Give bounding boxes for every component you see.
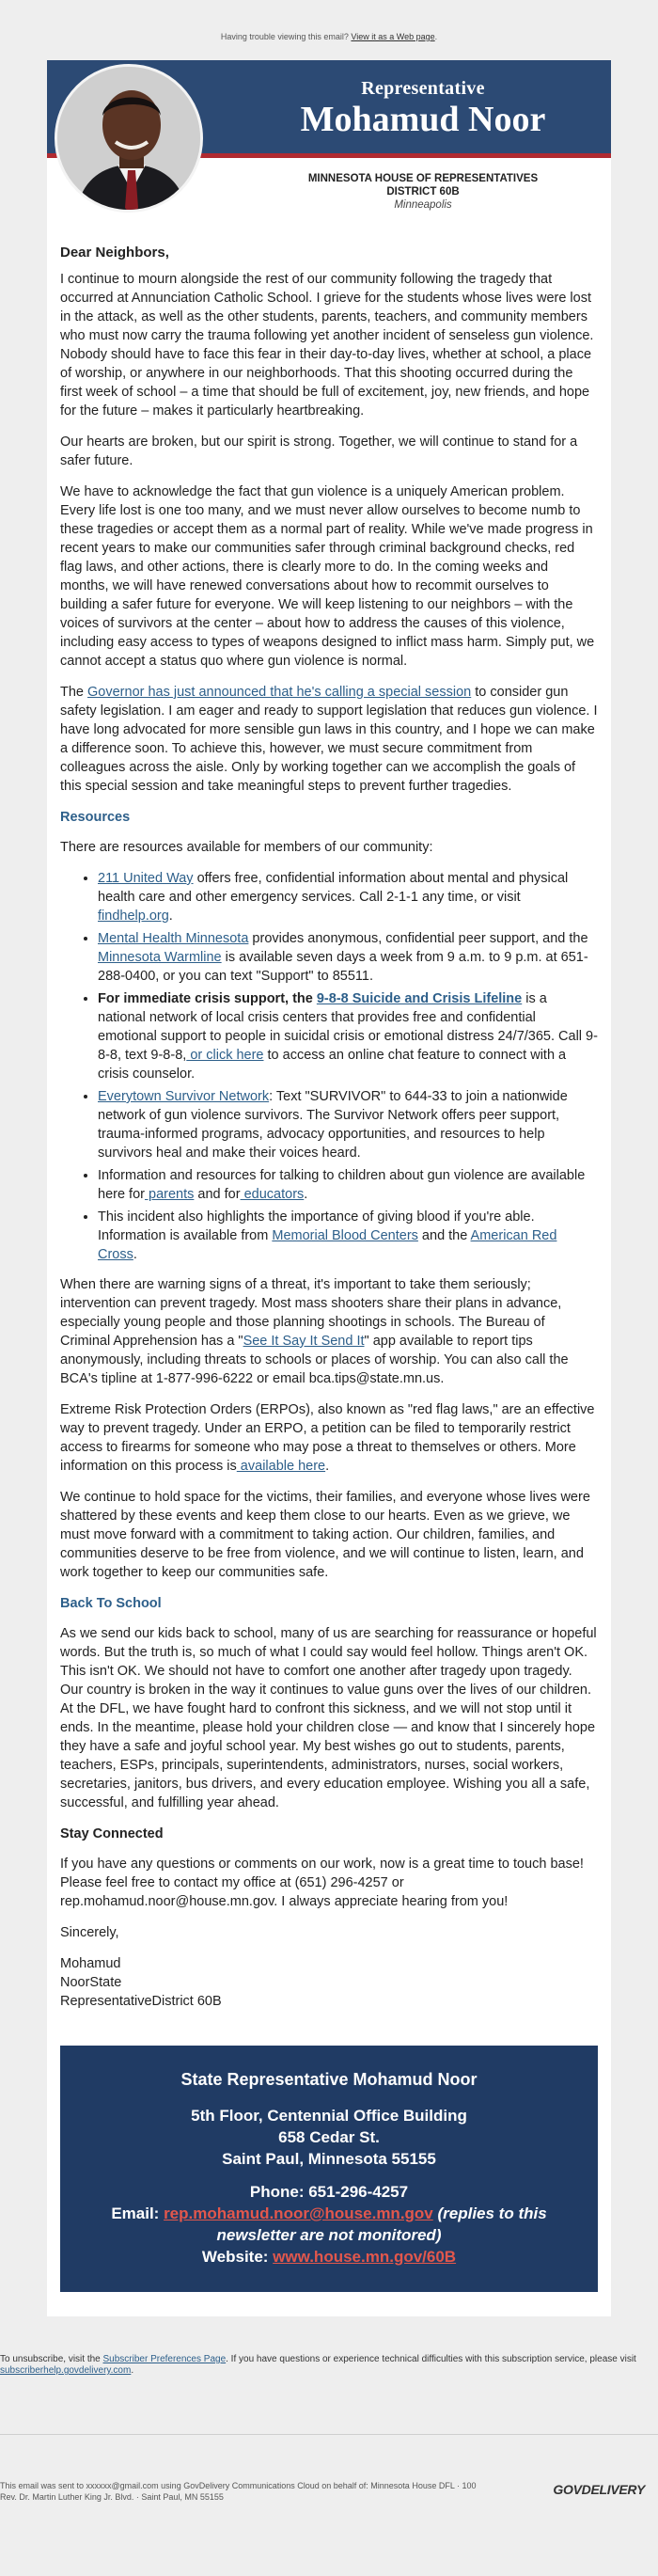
red-cross-link[interactable]: American Red Cross: [98, 1228, 557, 1262]
click-here-link[interactable]: or click here: [186, 1048, 264, 1063]
findhelp-link[interactable]: findhelp.org: [98, 909, 169, 924]
legal-footer: [0, 2435, 658, 2576]
stay-connected-heading: Stay Connected: [60, 1826, 164, 1841]
p5-post: " app available to report tips anonymously, including threats to schools or places of worship. You can also call the BCA's tipline at 1-877-996-6222 or email bca.tips@state.mn.us.: [60, 1334, 569, 1386]
list-item: [98, 1166, 598, 1204]
footer-email-link[interactable]: rep.mohamud.noor@house.mn.gov: [164, 2205, 433, 2222]
paragraph-7: We continue to hold space for the victims, their families, and everyone whose lives were shattered by these events and keep them close to our hearts. Even as we grieve, we must move forward with a commitment to taking action. Our children, families, and communities deserve to be free from violence, and we will continue to listen, learn, and work together to keep our communities safe.: [60, 1490, 590, 1580]
unsub-post: . If you have questions or experience technical difficulties with this subscription service, please visit: [226, 2354, 636, 2364]
govdelivery-logo: GOVDELIVERY: [553, 2482, 645, 2497]
closing: Sincerely,: [60, 1925, 119, 1940]
portrait-image: [57, 67, 203, 213]
list-item: [98, 1087, 598, 1162]
everytown-link[interactable]: Everytown Survivor Network: [98, 1089, 270, 1104]
footer-address-1: 5th Floor, Centennial Office Building: [191, 2107, 467, 2125]
lifeline-link[interactable]: 9-8-8 Suicide and Crisis Lifeline: [316, 991, 523, 1006]
footer-website-link[interactable]: www.house.mn.gov/60B: [273, 2248, 457, 2266]
signature-line-3: RepresentativeDistrict 60B: [60, 1994, 222, 2009]
email-label: Email:: [111, 2205, 164, 2222]
footer-website: [79, 2246, 579, 2268]
warmline-link[interactable]: Minnesota Warmline: [98, 950, 222, 965]
paragraph-8: As we send our kids back to school, many of us are searching for reassurance or hopeful words. But the truth is, so much of what I could say would feel hollow. Things aren't OK. This isn't OK. We should not have to comfort one another after tragedy upon tragedy. Our country is broken in the way it continues to value guns over the lives of our children. At the DFL, we have fought hard to confront this sickness, and we will not stop until it ends. In the meantime, please hold your children close — and know that I sincerely hope they have a safe and joyful school year. My best wishes go out to students, parents, teachers, ESPs, principals, superintendents, administrators, nurses, social workers, secretaries, janitors, bus drivers, and every education employee. Wishing you all a safe, successful, and fulfilling year ahead.: [60, 1626, 597, 1810]
footer-address-2: 658 Cedar St.: [278, 2128, 380, 2146]
memorial-blood-link[interactable]: Memorial Blood Centers: [272, 1228, 418, 1243]
r5-text: Information and resources for talking to children about gun violence are available here for: [98, 1168, 586, 1202]
web-view-note: [0, 0, 658, 47]
united-way-link[interactable]: 211 United Way: [98, 871, 194, 886]
mental-health-mn-link[interactable]: Mental Health Minnesota: [98, 931, 249, 946]
r1-end: .: [168, 909, 173, 924]
email-note: (replies to this newsletter are not monitored): [216, 2205, 547, 2244]
paragraph-2: Our hearts are broken, but our spirit is strong. Together, we will continue to stand for a safer future.: [60, 435, 578, 468]
list-item: [98, 1208, 598, 1264]
r1-text: offers free, confidential information about mental and physical health care and other emergency services. Call 2-1-1 any time, or visit: [98, 871, 569, 905]
footer-address-3: Saint Paul, Minnesota 55155: [222, 2150, 436, 2168]
paragraph-3: We have to acknowledge the fact that gun violence is a uniquely American problem. Every life lost is one too many, and we must never allow ourselves to become numb to these tragedies or accept them as a normal part of reality. While we've made progress in recent years to make our communities safer through criminal background checks, red flag laws, and other actions, there is clearly more to do. In the coming weeks and months, we will have renewed conversations about how to recommit ourselves to building a safer future for everyone. We will keep listening to our neighbors – with the voices of survivors at the center – about how to address the causes of this violence, including easy access to types of weapons designed to inflict mass harm. Simply put, we cannot accept a status quo where gun violence is normal.: [60, 484, 595, 669]
footer-email: [79, 2203, 579, 2246]
signature-line-1: Mohamud: [60, 1956, 121, 1971]
salutation: Dear Neighbors,: [60, 245, 169, 261]
subscriber-preferences-link[interactable]: Subscriber Preferences Page: [102, 2354, 227, 2364]
erpo-link[interactable]: available here: [236, 1459, 326, 1474]
help-end: .: [131, 2365, 134, 2376]
list-item: [98, 869, 598, 925]
paragraph-5: [60, 1275, 598, 1388]
letter-body: [47, 229, 611, 2046]
paragraph-6: [60, 1400, 598, 1476]
contact-footer: [60, 2046, 598, 2292]
list-item: [98, 929, 598, 986]
web-view-suffix: .: [434, 32, 438, 41]
legal-line-2: Rev. Dr. Martin Luther King Jr. Blvd. · Saint Paul, MN 55155: [0, 2492, 224, 2502]
org-name: MINNESOTA HOUSE OF REPRESENTATIVES: [307, 173, 539, 184]
r5-end: .: [304, 1187, 308, 1202]
educators-link[interactable]: educators: [240, 1187, 305, 1202]
r3-text2: to access an online chat feature to connect with a crisis counselor.: [98, 1048, 567, 1082]
r3-bold: For immediate crisis support, the: [98, 991, 317, 1006]
legal-line-1: This email was sent to xxxxxx@gmail.com using GovDelivery Communications Cloud on behalf of: Minnesota House DFL · 100: [0, 2481, 477, 2490]
resources-list: [98, 869, 598, 1264]
rep-name: Mohamud Noor: [300, 100, 546, 139]
parents-link[interactable]: parents: [144, 1187, 195, 1202]
r2-text2: is available seven days a week from 9 a.m. to 9 p.m. at 651-288-0400, or you can text "Support" to 85511.: [98, 950, 588, 984]
r4-text: : Text "SURVIVOR" to 644-33 to join a nationwide network of gun violence survivors. The Survivor Network offers peer support, trauma-informed programs, advocacy opportunities, and resources to help survivors heal and make their voices heard.: [98, 1089, 568, 1161]
footer-title: State Representative Mohamud Noor: [180, 2070, 478, 2089]
p6-post: .: [325, 1459, 330, 1474]
rep-title: Representative: [361, 78, 485, 99]
unsub-pre: To unsubscribe, visit the: [0, 2354, 103, 2364]
r5-mid: and for: [194, 1187, 241, 1202]
r6-text: This incident also highlights the importance of giving blood if you're able. Information is available from: [98, 1209, 535, 1243]
paragraph-4: [60, 683, 598, 796]
r6-end: .: [133, 1247, 137, 1262]
footer-phone: Phone: 651-296-4257: [249, 2183, 409, 2201]
subscriber-help-link[interactable]: subscriberhelp.govdelivery.com: [0, 2365, 132, 2376]
trouble-text: Having trouble viewing this email?: [220, 32, 349, 41]
p4-post: to consider gun safety legislation. I am eager and ready to support legislation that reduces gun violence. I have long advocated for more sensible gun laws in this country, and I hope we can make a difference soon. To achieve this, however, we must secure commitment from colleagues across the aisle. Only by working together can we accomplish the goals of this special session and take meaningful steps to prevent further tragedies.: [60, 685, 598, 794]
paragraph-9: If you have any questions or comments on our work, now is a great time to touch base! Please feel free to contact my office at (651) 296-4257 or rep.mohamud.noor@house.mn.gov. I always appreciate hearing from you!: [60, 1857, 584, 1909]
back-to-school-heading: Back To School: [60, 1596, 162, 1611]
unsubscribe-note: [0, 2316, 658, 2435]
p6-pre: Extreme Risk Protection Orders (ERPOs), also known as "red flag laws," are an effective way to prevent tragedy. Under an ERPO, a petition can be filed to temporarily restrict access to firearms for someone who may pose a threat to themselves or others. More information on this process is: [60, 1402, 595, 1474]
signature-line-2: NoorState: [60, 1975, 122, 1990]
signature: [60, 1954, 598, 2011]
email-card: [47, 60, 611, 2316]
r3-text: is a national network of local crisis centers that provides free and confidential emotional support to people in suicidal crisis or emotional distress 24/7/365. Call 9-8-8, text 9-8-8,: [98, 991, 598, 1063]
representative-photo: [55, 64, 203, 213]
resources-intro: There are resources available for members of our community:: [60, 840, 433, 855]
p4-pre: The: [60, 685, 88, 700]
special-session-link[interactable]: Governor has just announced that he's calling a special session: [87, 685, 472, 700]
website-label: Website:: [201, 2248, 274, 2266]
paragraph-1: I continue to mourn alongside the rest of our community following the tragedy that occurred at Annunciation Catholic School. I grieve for the students whose lives were lost in the attack, as well as the other students, parents, teachers, and community members who must now carry the trauma following yet another incident of senseless gun violence. Nobody should have to face this fear in their day-to-day lives, whether at school, a place of worship, or anywhere in our neighborhoods. That this shooting occurred during the first week of school – a time that should be full of excitement, joy, new friends, and hope for the future – makes it particularly heartbreaking.: [60, 272, 594, 419]
resources-heading: Resources: [60, 810, 131, 825]
r6-mid: and the: [417, 1228, 471, 1243]
r2-text: provides anonymous, confidential peer support, and the: [248, 931, 588, 946]
header-banner: [47, 60, 611, 158]
list-item: [98, 989, 598, 1083]
p5-pre: When there are warning signs of a threat, it's important to take them seriously; intervention can prevent tragedy. Most mass shooters share their plans in advance, especially young people and those planning shootings in schools. The Bureau of Criminal Apprehension has a ": [60, 1277, 562, 1349]
city-label: Minneapolis: [394, 199, 452, 211]
web-view-link[interactable]: View it as a Web page: [351, 32, 435, 41]
district-label: DISTRICT 60B: [386, 186, 460, 198]
see-it-say-it-link[interactable]: See It Say It Send It: [243, 1334, 365, 1349]
